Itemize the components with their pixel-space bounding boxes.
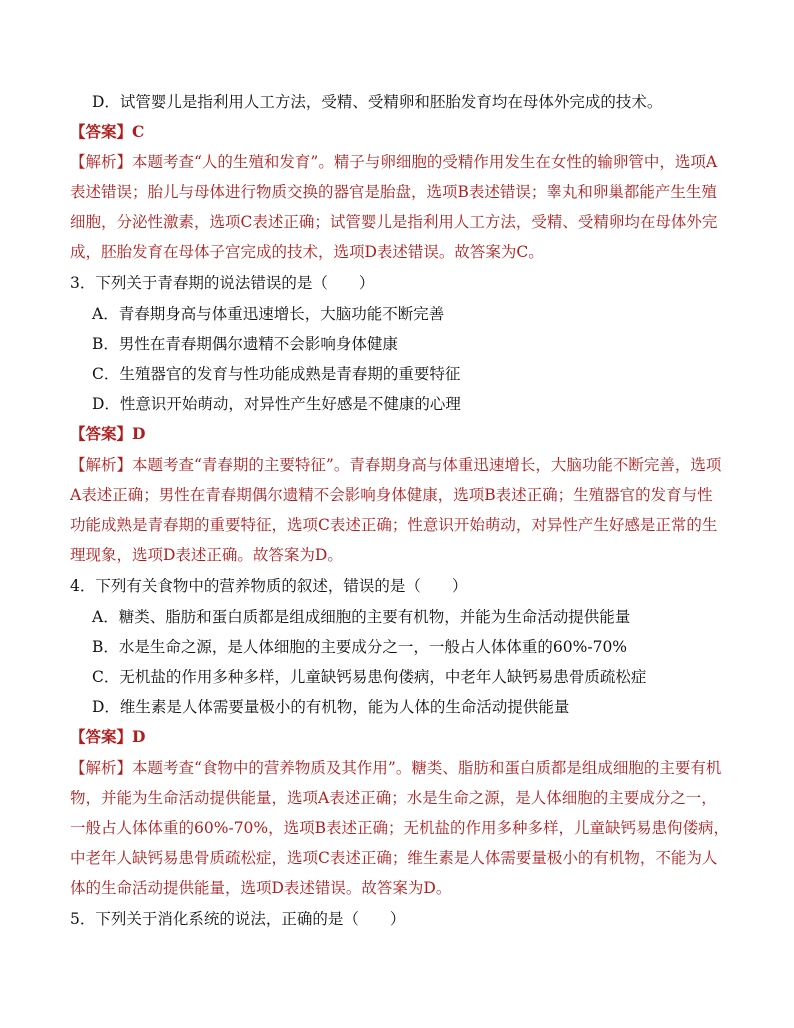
explanation-line: 中老年人缺钙易患骨质疏松症，选项C表述正确；维生素是人体需要量极小的有机物，不能为人: [70, 849, 718, 867]
question-3: 3．下列关于青春期的说法错误的是（ ）: [70, 274, 375, 292]
explanation-line: 【解析】本题考查“人的生殖和发育”。精子与卵细胞的受精作用发生在女性的输卵管中，选项A: [70, 153, 718, 171]
option-a: A．糖类、脂肪和蛋白质都是组成细胞的主要有机物，并能为生命活动提供能量: [92, 608, 631, 626]
explanation-line: 物，并能为生命活动提供能量，选项A表述正确；水是生命之源，是人体细胞的主要成分之一，: [70, 789, 717, 807]
option-d: D．维生素是人体需要量极小的有机物，能为人体的生命活动提供能量: [92, 698, 570, 716]
explanation-line: 理现象，选项D表述正确。故答案为D。: [70, 546, 343, 564]
explanation-line: 一般占人体体重的60%-70%，选项B表述正确；无机盐的作用多种多样，儿童缺钙易患佝偻病，: [70, 819, 730, 837]
option-b: B．男性在青春期偶尔遗精不会影响身体健康: [92, 335, 398, 353]
explanation-line: 体的生命活动提供能量，选项D表述错误。故答案为D。: [70, 879, 452, 897]
explanation-line: 表述错误；胎儿与母体进行物质交换的器官是胎盘，选项B表述错误；睾丸和卵巢都能产生生殖: [70, 183, 717, 201]
explanation-line: 【解析】本题考查“食物中的营养物质及其作用”。糖类、脂肪和蛋白质都是组成细胞的主要有机: [70, 759, 722, 777]
option-a: A．青春期身高与体重迅速增长，大脑功能不断完善: [92, 305, 445, 323]
answer-line: 【答案】D: [70, 424, 146, 443]
explanation-line: 成，胚胎发育在母体子宫完成的技术，选项D表述错误。故答案为C。: [70, 243, 544, 261]
answer-line: 【答案】D: [70, 727, 146, 746]
option-d: D．性意识开始萌动，对异性产生好感是不健康的心理: [92, 395, 461, 413]
question-4: 4．下列有关食物中的营养物质的叙述，错误的是（ ）: [70, 577, 468, 595]
explanation-line: 细胞，分泌性激素，选项C表述正确；试管婴儿是指利用人工方法，受精、受精卵均在母体外完: [70, 213, 718, 231]
option-c: C．无机盐的作用多种多样，儿童缺钙易患佝偻病，中老年人缺钙易患骨质疏松症: [92, 668, 647, 686]
option-b: B．水是生命之源，是人体细胞的主要成分之一，一般占人体体重的60%-70%: [92, 638, 628, 656]
question-5: 5．下列关于消化系统的说法，正确的是（ ）: [70, 910, 406, 928]
explanation-line: A表述正确；男性在青春期偶尔遗精不会影响身体健康，选项B表述正确；生殖器官的发育与性: [70, 486, 713, 504]
option-d-prev: D．试管婴儿是指利用人工方法，受精、受精卵和胚胎发育均在母体外完成的技术。: [92, 93, 663, 111]
answer-line: 【答案】C: [70, 122, 145, 141]
explanation-line: 功能成熟是青春期的重要特征，选项C表述正确；性意识开始萌动，对异性产生好感是正常的生: [70, 516, 718, 534]
explanation-line: 【解析】本题考查“青春期的主要特征”。青春期身高与体重迅速增长，大脑功能不断完善，选项: [70, 456, 722, 474]
option-c: C．生殖器官的发育与性功能成熟是青春期的重要特征: [92, 365, 461, 383]
